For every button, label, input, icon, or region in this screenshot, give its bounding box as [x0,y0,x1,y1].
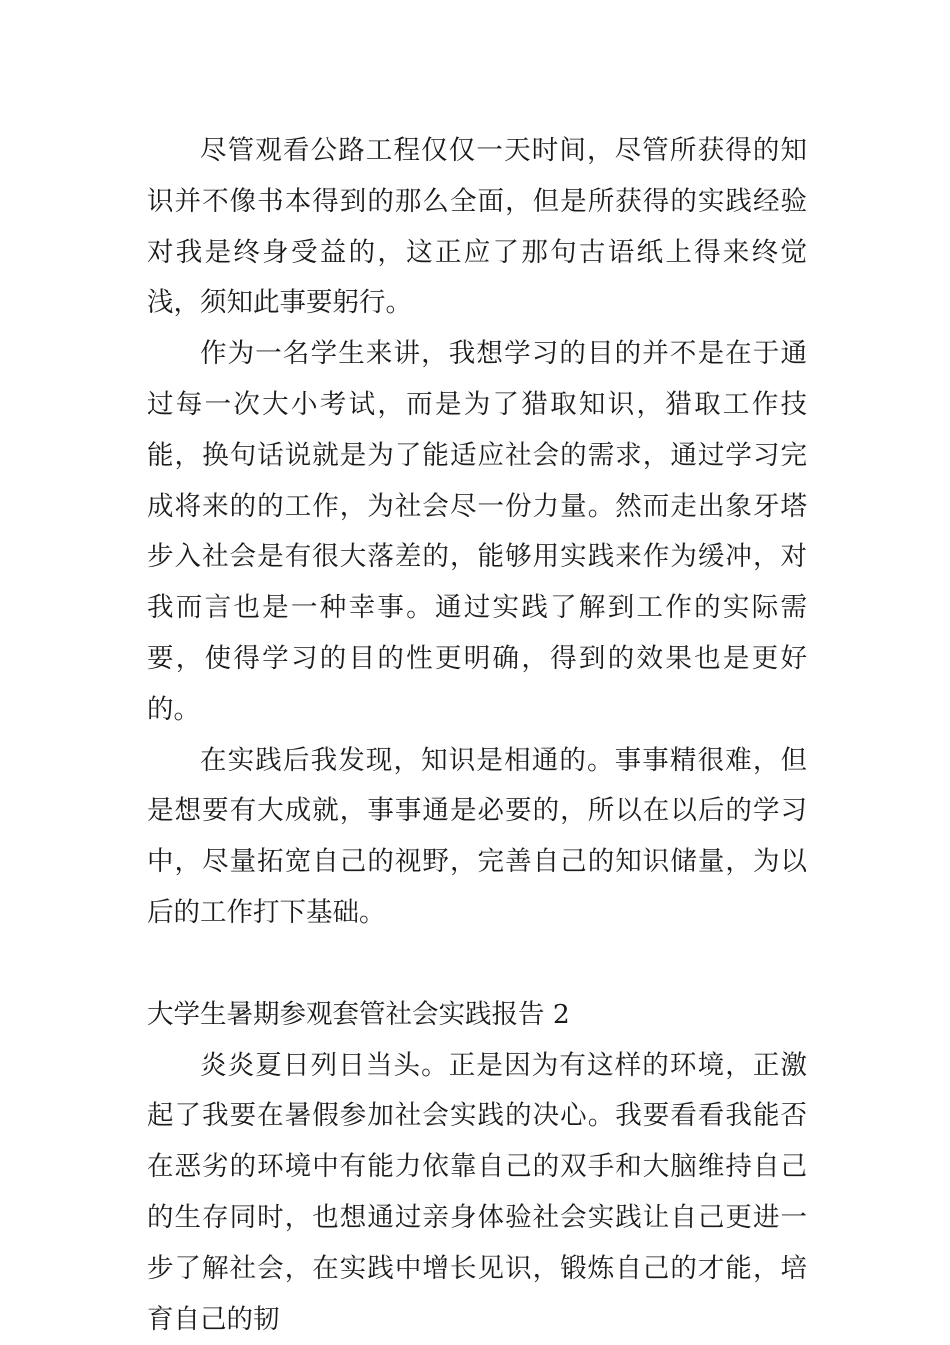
section-title: 大学生暑期参观套管社会实践报告 2 [147,998,570,1030]
paragraph-3: 在实践后我发现，知识是相通的。事事精很难，但是想要有大成就，事事通是必要的，所以在以后的学习中，尽量拓宽自己的视野，完善自己的知识储量，为以后的工作打下基础。 [147,744,807,928]
paragraph-2: 作为一名学生来讲，我想学习的目的并不是在于通过每一次大小考试，而是为了猎取知识，猎取工作技能，换句话说就是为了能适应社会的需求，通过学习完成将来的的工作，为社会尽一份力量。然而走出象牙塔步入社会是有很大落差的，能够用实践来作为缓冲，对我而言也是一种幸事。通过实践了解到工作的实际需要，使得学习的目的性更明确，得到的效果也是更好的。 [147,338,807,725]
document-page [147,126,807,1345]
paragraph-1: 尽管观看公路工程仅仅一天时间，尽管所获得的知识并不像书本得到的那么全面，但是所获得的实践经验对我是终身受益的，这正应了那句古语纸上得来终觉浅，须知此事要躬行。 [147,135,807,319]
section-paragraph-1: 炎炎夏日列日当头。正是因为有这样的环境，正激起了我要在暑假参加社会实践的决心。我要看看我能否在恶劣的环境中有能力依靠自己的双手和大脑维持自己的生存同时，也想通过亲身体验社会实践让自己更进一步了解社会，在实践中增长见识，锻炼自己的才能，培育自己的韧 [147,1049,807,1335]
